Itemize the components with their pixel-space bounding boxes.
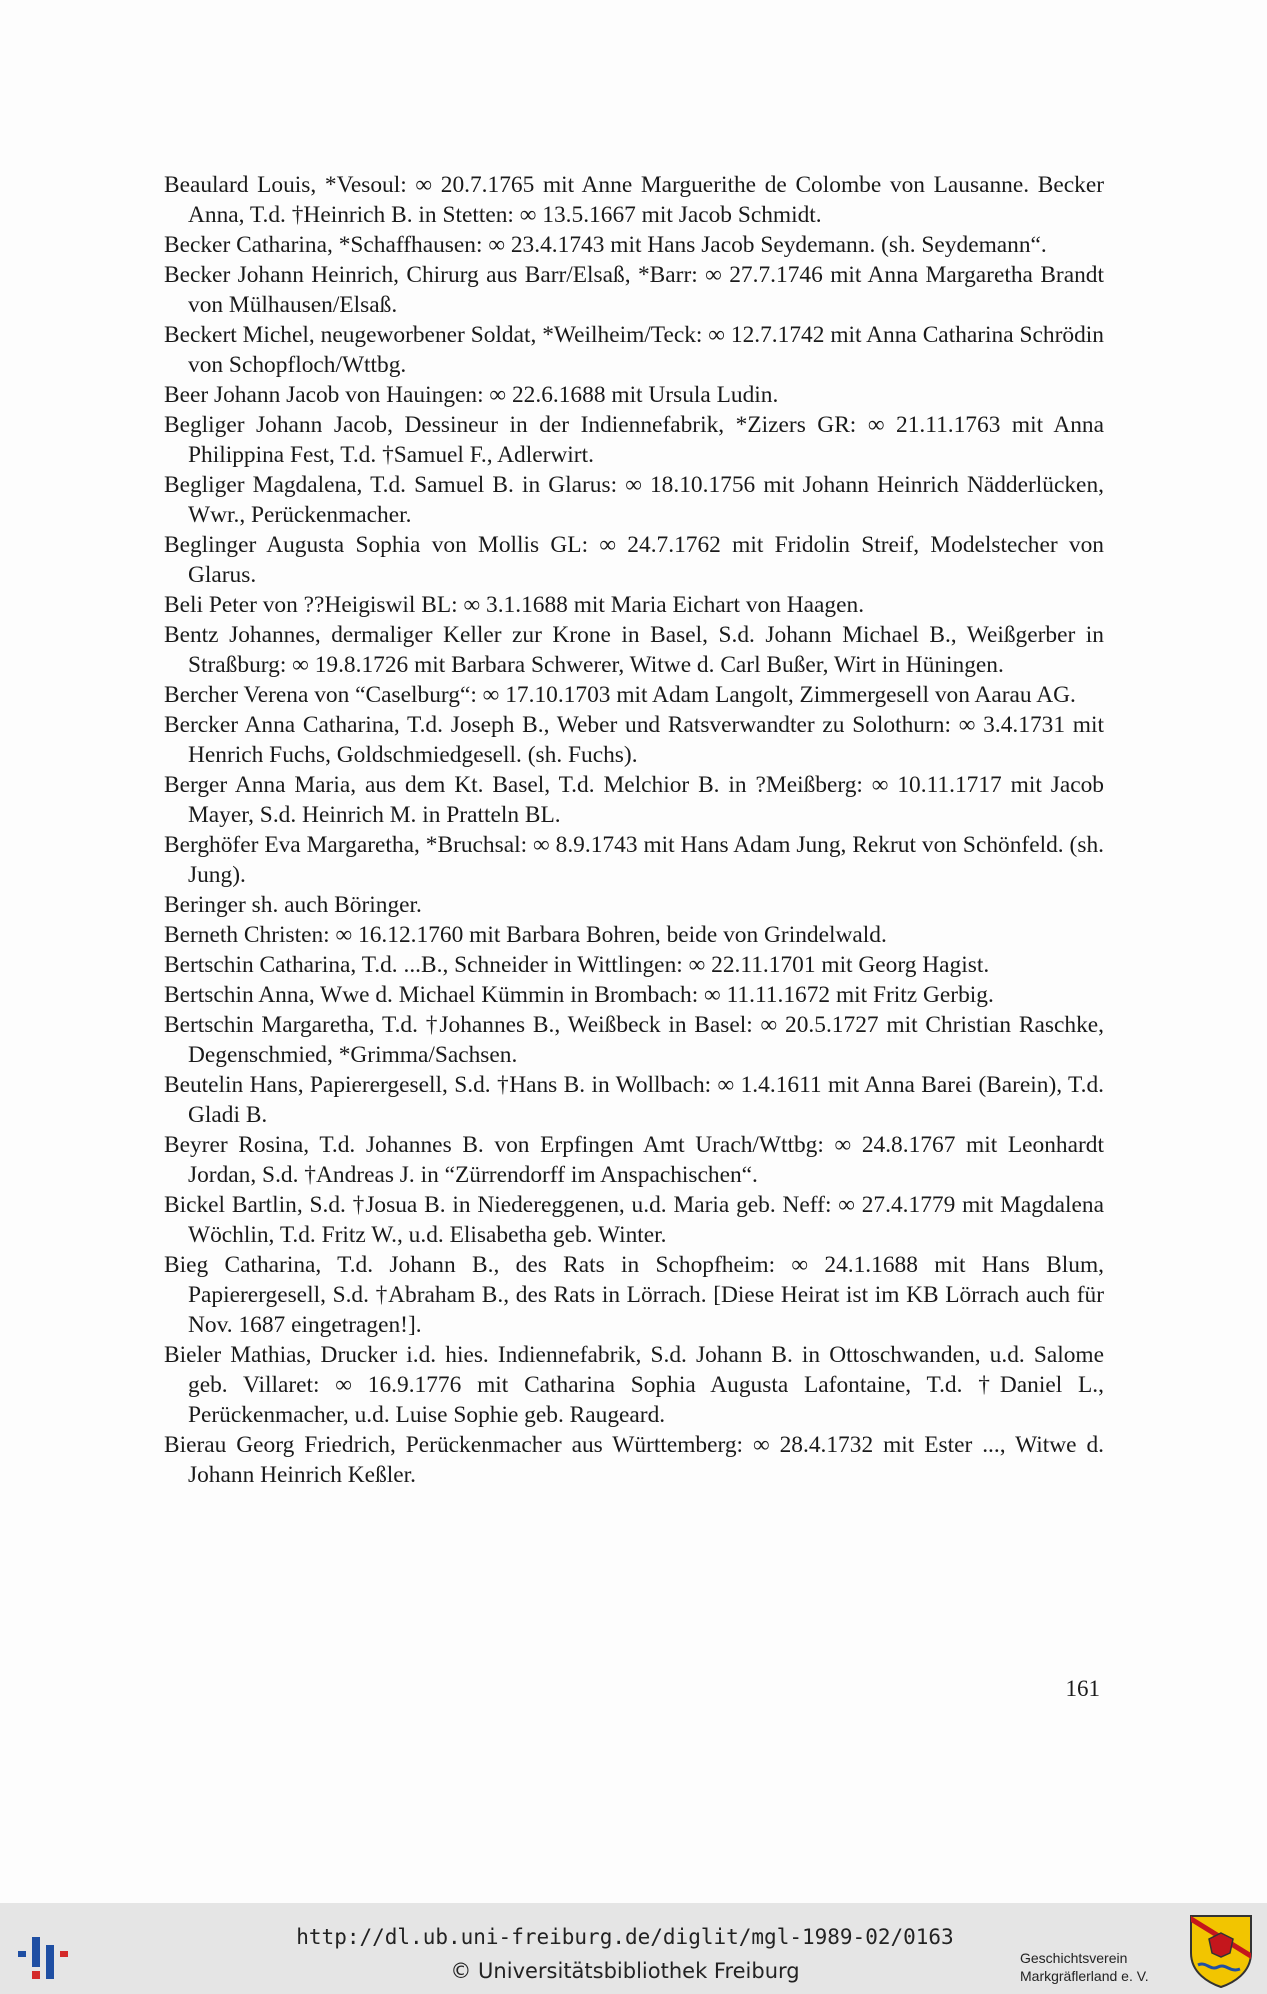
register-entry: Bentz Johannes, dermaliger Keller zur Krone in Basel, S.d. Johann Michael B., Weißgerber in Straßburg: ∞ 19.8.1726 mit Barbara Schwerer, Witwe d. Carl Bußer, Wirt in Hüningen. [164,622,1104,678]
footer-url-link[interactable]: http://dl.ub.uni-freiburg.de/diglit/mgl-1989-02/0163 [296,1925,954,1949]
register-entry: Bieler Mathias, Drucker i.d. hies. Indiennefabrik, S.d. Johann B. in Ottoschwanden, u.d. Salome geb. Villaret: ∞ 16.9.1776 mit Catharina Sophia Augusta Lafontaine, T.d. †Daniel L., Perückenmacher, u.d. Luise Sophie geb. Raugeard. [164,1342,1104,1428]
register-entry: Beutelin Hans, Papierergesell, S.d. †Hans B. in Wollbach: ∞ 1.4.1611 mit Anna Barei (Barein), T.d. Gladi B. [164,1072,1104,1128]
footer-copyright: © Universitätsbibliothek Freiburg [450,1959,800,1983]
register-entry: Becker Johann Heinrich, Chirurg aus Barr/Elsaß, *Barr: ∞ 27.7.1746 mit Anna Margaretha Brandt von Mülhausen/Elsaß. [164,262,1104,318]
register-entry: Bercher Verena von “Caselburg“: ∞ 17.10.1703 mit Adam Langolt, Zimmergesell von Aarau AG. [164,682,1076,708]
society-line-2: Markgräflerland e. V. [1020,1968,1149,1984]
register-entry: Bercker Anna Catharina, T.d. Joseph B., Weber und Ratsverwandter zu Solothurn: ∞ 3.4.1731 mit Henrich Fuchs, Goldschmiedgesell. (sh. Fuchs). [164,712,1104,768]
register-entry: Beli Peter von ??Heigiswil BL: ∞ 3.1.1688 mit Maria Eichart von Haagen. [164,592,865,618]
ub-freiburg-logo-icon [14,1923,84,1983]
register-entry: Bieg Catharina, T.d. Johann B., des Rats in Schopfheim: ∞ 24.1.1688 mit Hans Blum, Papierergesell, S.d. †Abraham B., des Rats in Lörrach. [Diese Heirat ist im KB Lörrach auch für Nov. 1687 eingetragen!]. [164,1252,1104,1338]
register-entry: Becker Catharina, *Schaffhausen: ∞ 23.4.1743 mit Hans Jacob Seydemann. (sh. Seydemann“. [164,232,1047,258]
register-entry: Beyrer Rosina, T.d. Johannes B. von Erpfingen Amt Urach/Wttbg: ∞ 24.8.1767 mit Leonhardt Jordan, S.d. †Andreas J. in “Zürrendorff im Anspachischen“. [164,1132,1104,1188]
register-entries [164,170,1104,1490]
register-entry: Begliger Johann Jacob, Dessineur in der Indiennefabrik, *Zizers GR: ∞ 21.11.1763 mit Anna Philippina Fest, T.d. †Samuel F., Adlerwirt. [164,412,1104,468]
register-entry: Beer Johann Jacob von Hauingen: ∞ 22.6.1688 mit Ursula Ludin. [164,382,779,408]
page-number: 161 [1065,1676,1100,1701]
register-entry: Berghöfer Eva Margaretha, *Bruchsal: ∞ 8.9.1743 mit Hans Adam Jung, Rekrut von Schönfeld. (sh. Jung). [164,832,1104,888]
register-entry: Beaulard Louis, *Vesoul: ∞ 20.7.1765 mit Anne Marguerithe de Colombe von Lausanne. Becker Anna, T.d. †Heinrich B. in Stetten: ∞ 13.5.1667 mit Jacob Schmidt. [164,172,1104,228]
register-entry: Beringer sh. auch Böringer. [164,892,422,918]
register-entry: Berger Anna Maria, aus dem Kt. Basel, T.d. Melchior B. in ?Meißberg: ∞ 10.11.1717 mit Jacob Mayer, S.d. Heinrich M. in Pratteln BL. [164,772,1104,828]
register-entry: Beglinger Augusta Sophia von Mollis GL: ∞ 24.7.1762 mit Fridolin Streif, Modelstecher von Glarus. [164,532,1104,588]
register-entry: Bertschin Anna, Wwe d. Michael Kümmin in Brombach: ∞ 11.11.1672 mit Fritz Gerbig. [164,982,994,1008]
register-entry: Berneth Christen: ∞ 16.12.1760 mit Barbara Bohren, beide von Grindelwald. [164,922,887,948]
coat-of-arms-icon [1188,1913,1254,1989]
register-entry: Bickel Bartlin, S.d. †Josua B. in Niedereggenen, u.d. Maria geb. Neff: ∞ 27.4.1779 mit Magdalena Wöchlin, T.d. Fritz W., u.d. Elisabetha geb. Winter. [164,1192,1104,1248]
society-name [1020,1949,1180,1985]
society-line-1: Geschichtsverein [1020,1950,1128,1966]
footer-bar [0,1903,1267,1994]
register-entry: Begliger Magdalena, T.d. Samuel B. in Glarus: ∞ 18.10.1756 mit Johann Heinrich Nädderlücken, Wwr., Perückenmacher. [164,472,1104,528]
register-entry: Bierau Georg Friedrich, Perückenmacher aus Württemberg: ∞ 28.4.1732 mit Ester ..., Witwe d. Johann Heinrich Keßler. [164,1432,1104,1488]
register-entry: Bertschin Margaretha, T.d. †Johannes B., Weißbeck in Basel: ∞ 20.5.1727 mit Christian Raschke, Degenschmied, *Grimma/Sachsen. [164,1012,1104,1068]
register-entry: Beckert Michel, neugeworbener Soldat, *Weilheim/Teck: ∞ 12.7.1742 mit Anna Catharina Schrödin von Schopfloch/Wttbg. [164,322,1104,378]
register-entry: Bertschin Catharina, T.d. ...B., Schneider in Wittlingen: ∞ 22.11.1701 mit Georg Hagist. [164,952,990,978]
